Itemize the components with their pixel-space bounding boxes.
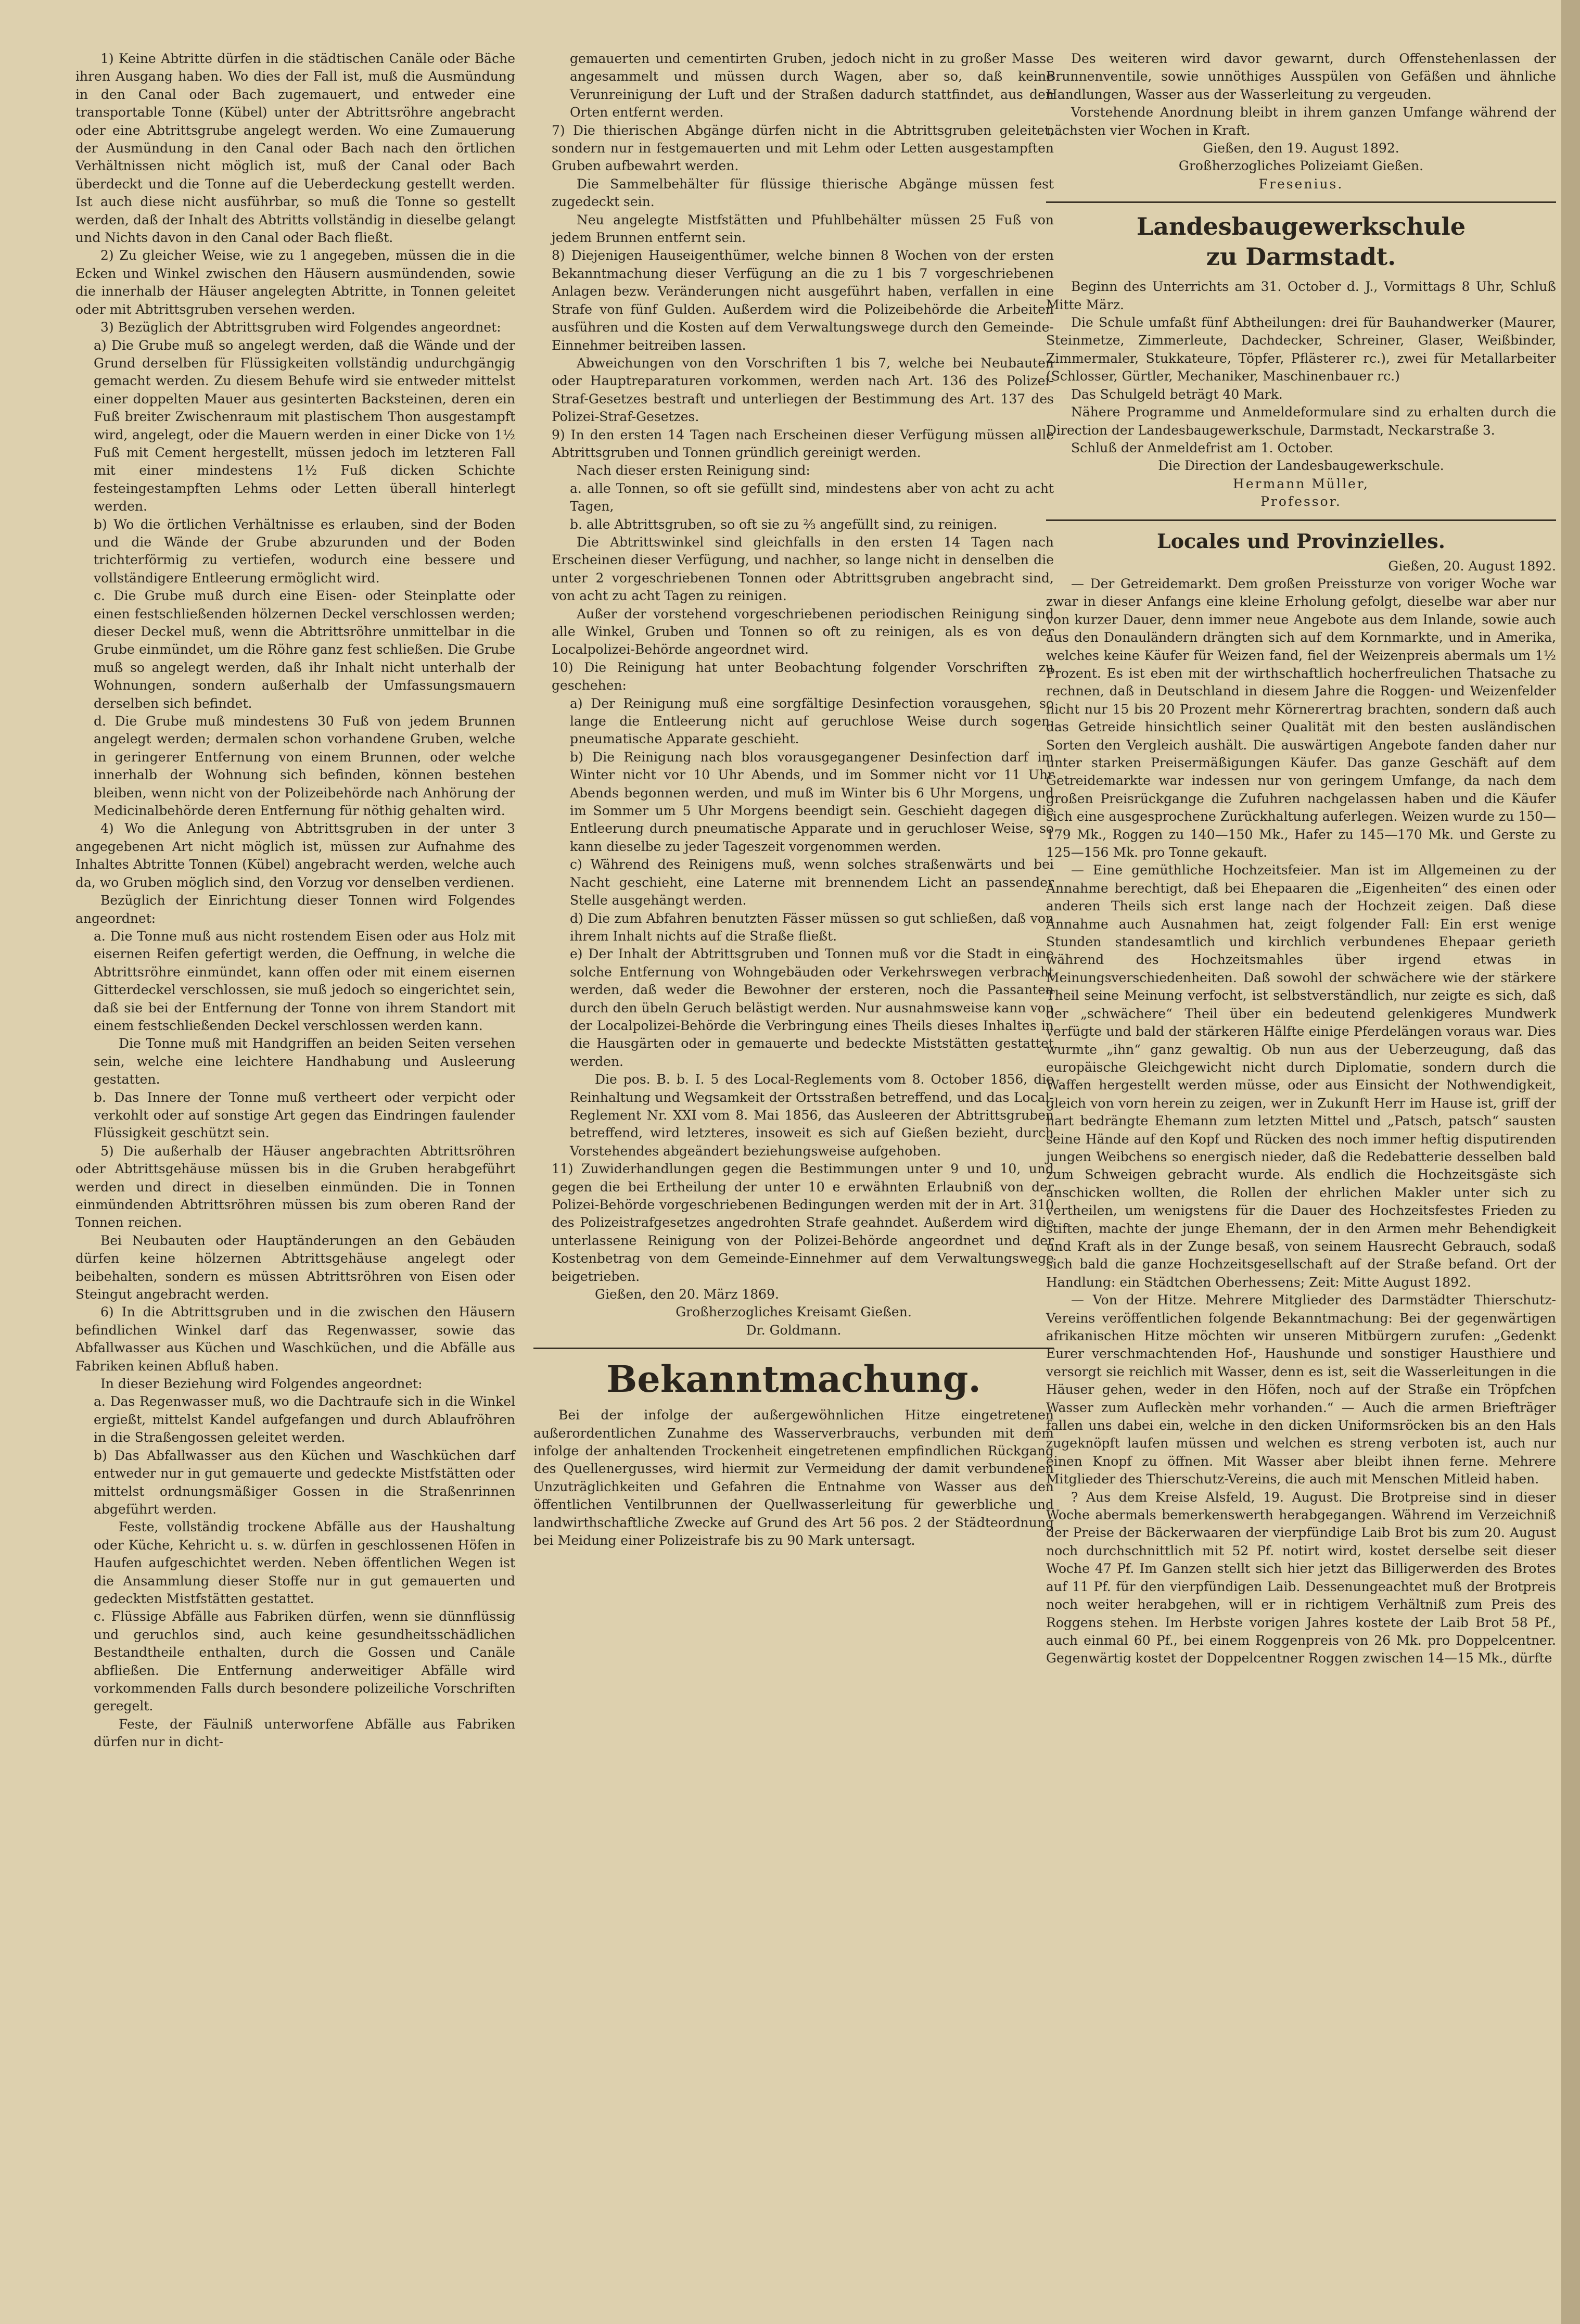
validity-text: Vorstehende Anordnung bleibt in ihrem ganzen Umfange während der nächsten vier Wochen in Kraft.: [1046, 105, 1556, 138]
ordinance-paragraph: Abweichungen von den Vorschriften 1 bis 7, welche bei Neubauten oder Hauptreparaturen vorkommen, werden nach Art. 136 des Polizei-Straf-Gesetzes bestraft und unterliegen der Bestimmung des Art. 137 des Polizei-Straf-Gesetzes.: [552, 355, 1054, 425]
school-ad-title-line1: Landesbaugewerkschule: [1136, 212, 1466, 241]
school-director-name: Hermann Müller,: [1233, 476, 1369, 491]
warning-text: Des weiteren wird davor gewarnt, durch Offenstehenlassen der Brunnenventile, sowie unnöthiges Ausspülen von Gefäßen und ähnliche Handlungen, Wasser aus der Wasserleitung zu vergeuden.: [1046, 51, 1556, 102]
school-ad-paragraph: Das Schulgeld beträgt 40 Mark.: [1071, 386, 1283, 402]
ordinance-paragraph: 9) In den ersten 14 Tagen nach Erscheinen dieser Verfügung müssen alle Abtrittsgruben und Tonnen gründlich gereinigt werden.: [552, 427, 1054, 460]
ordinance-paragraph: 10) Die Reinigung hat unter Beobachtung folgender Vorschriften zu geschehen:: [552, 659, 1054, 693]
ordinance-paragraph: Die Sammelbehälter für flüssige thierische Abgänge müssen fest zugedeckt sein.: [552, 176, 1054, 210]
ordinance-paragraph: gemauerten und cementirten Gruben, jedoch nicht in zu großer Masse angesammelt und müssen durch Wagen, aber so, daß keine Verunreinigung der Luft und der Straßen dadurch stattfindet, aus den Orten entfernt werden.: [570, 51, 1054, 120]
ordinance-paragraph: 2) Zu gleicher Weise, wie zu 1 angegeben, müssen die in die Ecken und Winkel zwischen den Häusern ausmündenden, sowie die innerhalb der Häuser angelegten Abtritte, in Tonnen geleitet oder mit Abtrittsgruben versehen werden.: [75, 248, 515, 317]
school-director-title: Professor.: [1260, 494, 1342, 510]
local-news-dateline: Gießen, 20. August 1892.: [1388, 558, 1556, 574]
school-ad-paragraph: Die Schule umfaßt fünf Abtheilungen: drei für Bauhandwerker (Maurer, Steinmetze, Zimmerleute, Dachdecker, Schreiner, Glaser, Weißbinder, Zimmermaler, Stukkateure, Töpfer, Pflästerer rc.), zwei für Metallarbeiter (Schlosser, Gürtler, Mechaniker, Maschinenbauer rc.): [1046, 315, 1556, 384]
ordinance-paragraph: a) Der Reinigung muß eine sorgfältige Desinfection vorausgehen, so lange die Entleerung nicht auf geruchlose Weise durch sogen. pneumatische Apparate geschieht.: [570, 695, 1054, 747]
school-ad-title: [1046, 211, 1556, 272]
ordinance-paragraph: 1) Keine Abtritte dürfen in die städtischen Canäle oder Bäche ihren Ausgang haben. Wo dies der Fall ist, muß die Ausmündung in den Canal oder Bach zugemauert, und entweder eine transportable Tonne (Kübel) unter der Abtrittsröhre angebracht oder eine Abtrittsgrube angelegt werden. Wo eine Zumauerung der Ausmündung in den Canal oder Bach nach den örtlichen Verhältnissen nicht möglich ist, muß der Canal oder Bach überdeckt und die Tonne auf die Ueberdeckung gestellt werden. Ist auch diese nicht ausführbar, so muß die Tonne so gestellt werden, daß der Inhalt des Abtritts vollständig in dieselbe gelangt und Nichts davon in den Canal oder Bach fließt.: [75, 51, 515, 246]
ordinance-paragraph: Feste, vollständig trockene Abfälle aus der Haushaltung oder Küche, Kehricht u. s. w. dürfen in geschlossenen Höfen in Haufen aufgeschichtet werden. Neben öffentlichen Wegen ist die Ansammlung dieser Stoffe nur in gut gemauerten und gedeckten Mistfstätten gestattet.: [94, 1519, 515, 1606]
page-fold-shadow: [1561, 0, 1580, 2324]
ordinance-paragraph: a. alle Tonnen, so oft sie gefüllt sind, mindestens aber von acht zu acht Tagen,: [570, 480, 1054, 514]
police-signatory: Fresenius.: [1258, 176, 1344, 192]
news-item: — Von der Hitze. Mehrere Mitglieder des Darmstädter Thierschutz-Vereins veröffentlichen folgende Bekanntmachung: Bei der gegenwärtigen afrikanischen Hitze möchten wir unseren Mitbürgern zurufen: „Gedenkt Eurer verschmachtenden Hof-, Haushunde und sonstiger Hausthiere und versorgt sie reichlich mit Wasser, denn es ist, seit die Wasserleitungen in die Häuser gehen, weder in den Höfen, noch auf der Straße ein Tröpfchen Wasser zum Aufleckèn mehr vorhanden.“ — Auch die armen Briefträger fallen uns dabei ein, welche in den dicken Uniformsröcken bis an den Hals zugeknöpft laufen müssen und welchen es streng verboten ist, auch nur einen Knopf zu öffnen. Mit Wasser aber bleibt ihnen ferne. Mehrere Mitglieder des Thierschutz-Vereins, die auch mit Menschen Mitleid haben.: [1046, 1292, 1556, 1487]
news-item: — Eine gemüthliche Hochzeitsfeier. Man ist im Allgemeinen zu der Annahme berechtigt, daß bei Ehepaaren die „Eigenheiten“ des einen oder anderen Theils sich erst lange nach der Hochzeit zeigen. Daß diese Annahme auch Ausnahmen hat, zeigt folgender Fall: Ein erst wenige Stunden standesamtlich und kirchlich verbundenes Ehepaar gerieth während des Hochzeitsmahles über irgend etwas in Meinungsverschiedenheiten. Daß sowohl der schwächere wie der stärkere Theil seine Meinung verfocht, ist selbstverständlich, nur zeigte es sich, daß der „schwächere“ Theil über ein bedeutend gelenkigeres Mundwerk verfügte und bald der stärkeren Hälfte einige Pferdelängen voraus war. Dies wurmte „ihn“ ganz gewaltig. Ob nun aus der Ueberzeugung, daß das europäische Gleichgewicht nicht durch Diplomatie, sondern durch die Waffen hergestellt werden müsse, oder aus Einsicht der Nothwendigkeit, gleich von vorn herein zu zeigen, wer in Zukunft Herr im Hause ist, griff der hart bedrängte Ehemann zum letzten Mittel und „Patsch, patsch“ sausten seine Hände auf den Kopf und Rücken des noch immer heftig disputirenden jungen Weibchens so energisch nieder, daß die Redebatterie desselben bald zum Schweigen gebracht wurde. Als endlich die Hochzeitsgäste sich anschicken wollten, die Rollen der ehrlichen Makler unter sich zu vertheilen, um wenigstens für die Dauer des Hochzeitsfestes Frieden zu stiften, machte der junge Ehemann, der in den Armen mehr Behendigkeit und Kraft als in der Zunge besaß, von seinem Hausrecht Gebrauch, sodaß sich bald die ganze Hochzeitsgesellschaft auf der Straße befand. Ort der Handlung: ein Städtchen Oberhessens; Zeit: Mitte August 1892.: [1046, 862, 1556, 1290]
ordinance-paragraph: Die Tonne muß mit Handgriffen an beiden Seiten versehen sein, welche eine leichtere Handhabung und Ausleerung gestatten.: [94, 1036, 515, 1087]
ordinance-paragraph: 7) Die thierischen Abgänge dürfen nicht in die Abtrittsgruben geleitet, sondern nur in festgemauerten und mit Lehm oder Letten ausgestampften Gruben aufbewahrt werden.: [552, 122, 1054, 174]
school-ad-paragraph: Beginn des Unterrichts am 31. October d. J., Vormittags 8 Uhr, Schluß Mitte März.: [1046, 279, 1556, 312]
ordinance-paragraph: d) Die zum Abfahren benutzten Fässer müssen so gut schließen, daß von ihrem Inhalt nichts auf die Straße fließt.: [570, 910, 1054, 944]
news-item: — Der Getreidemarkt. Dem großen Preissturze von voriger Woche war zwar in dieser Anfangs eine kleine Erholung gefolgt, dieselbe war aber nur von kurzer Dauer, denn immer neue Angebote aus dem Inlande, sowie auch aus den Donauländern drängten sich auf dem Kornmarkte, und in Amerika, welches keine Käufer für Weizen fand, fiel der Weizenpreis abermals um 1½ Prozent. Es ist eben mit der wirthschaftlich hocherfreulichen Thatsache zu rechnen, daß in Deutschland in diesem Jahre die Roggen- und Weizenfelder nicht nur 15 bis 20 Prozent mehr Körnerertrag brachten, sondern daß auch das Getreide hinsichtlich seiner Qualität mit den besten ausländischen Sorten den Vergleich aushält. Die auswärtigen Angebote fanden daher nur unter starken Preisermäßigungen Käufer. Das ganze Geschäft auf dem Getreidemarkte war indessen nur von geringem Umfange, da nach dem großen Preisrückgange die Zufuhren nachgelassen haben und die Käufer sich eine ausgesprochene Zurückhaltung auferlegen. Weizen wurde zu 150—179 Mk., Roggen zu 140—150 Mk., Hafer zu 145—170 Mk. und Gerste zu 125—156 Mk. pro Tonne gekauft.: [1046, 576, 1556, 860]
ordinance-paragraph: In dieser Beziehung wird Folgendes angeordnet:: [100, 1376, 423, 1392]
ordinance-paragraph: Feste, der Fäulniß unterworfene Abfälle aus Fabriken dürfen nur in dicht-: [94, 1716, 515, 1750]
ordinance-paragraph: a. Das Regenwasser muß, wo die Dachtraufe sich in die Winkel ergießt, mittelst Kandel aufgefangen und durch Ablaufröhren in die Straßengossen geleitet werden.: [94, 1394, 515, 1445]
ordinance-paragraph: Gießen, den 20. März 1869.: [595, 1287, 779, 1302]
school-ad-paragraph: Nähere Programme und Anmeldeformulare sind zu erhalten durch die Direction der Landesbaugewerkschule, Darmstadt, Neckarstraße 3.: [1046, 404, 1556, 438]
ordinance-paragraph: Neu angelegte Mistfstätten und Pfuhlbehälter müssen 25 Fuß von jedem Brunnen entfernt sein.: [552, 212, 1054, 246]
police-office: Großherzogliches Polizeiamt Gießen.: [1178, 158, 1424, 174]
ordinance-paragraph: Bezüglich der Einrichtung dieser Tonnen wird Folgendes angeordnet:: [75, 893, 515, 926]
authority-name: Großherzogliches Kreisamt Gießen.: [676, 1304, 912, 1320]
column-right: [1046, 50, 1556, 1668]
ordinance-paragraph: Die pos. B. b. I. 5 des Local-Reglements vom 8. October 1856, die Reinhaltung und Wegsamkeit der Ortsstraßen betreffend, und das Local-Reglement Nr. XXI vom 8. Mai 1856, das Ausleeren der Abtrittsgruben betreffend, wird letzteres, insoweit es sich auf Gießen bezieht, durch Vorstehendes abgeändert beziehungsweise aufgehoben.: [570, 1072, 1054, 1159]
ordinance-paragraph: b. Das Innere der Tonne muß vertheert oder verpicht oder verkohlt oder auf sonstige Art gegen das Eindringen faulender Flüssigkeit geschützt sein.: [94, 1089, 515, 1141]
ordinance-paragraph: 6) In die Abtrittsgruben und in die zwischen den Häusern befindlichen Winkel darf das Regenwasser, sowie das Abfallwasser aus Küchen und Waschküchen, und die Abfälle aus Fabriken keinen Abfluß haben.: [75, 1304, 515, 1374]
school-ad-body: [1046, 278, 1556, 457]
ordinance-paragraph: c. Die Grube muß durch eine Eisen- oder Steinplatte oder einen festschließenden hölzernen Deckel verschlossen werden; dieser Deckel muß, wenn die Abtrittsröhre unmittelbar in die Grube einmündet, um die Röhre ganz fest schließen. Die Grube muß so angelegt werden, daß ihr Inhalt nicht unterhalb der Wohnungen, sondern außerhalb der Umfassungsmauern derselben sich befindet.: [94, 588, 515, 711]
ordinance-paragraph: 11) Zuwiderhandlungen gegen die Bestimmungen unter 9 und 10, und gegen die bei Ertheilung der unter 10 e erwähnten Erlaubniß von der Polizei-Behörde vorgeschriebenen Bedingungen werden mit der in Art. 310 des Polizeistrafgesetzes angedrohten Strafe geahndet. Außerdem wird die unterlassene Reinigung von der Polizei-Behörde angeordnet und der Kostenbetrag von dem Gemeinde-Einnehmer auf dem Verwaltungswege beigetrieben.: [552, 1161, 1054, 1284]
school-ad-title-line2: zu Darmstadt.: [1206, 243, 1396, 271]
divider: [1046, 201, 1556, 203]
signatory-name: Dr. Goldmann.: [746, 1322, 842, 1338]
ordinance-paragraph: Nach dieser ersten Reinigung sind:: [577, 463, 810, 478]
ordinance-paragraph: Bei Neubauten oder Hauptänderungen an den Gebäuden dürfen keine hölzernen Abtrittsgehäuse angelegt oder beibehalten, sondern es müssen Abtrittsröhren von Eisen oder Steingut angebracht werden.: [75, 1233, 515, 1302]
ordinance-paragraph: 5) Die außerhalb der Häuser angebrachten Abtrittsröhren oder Abtrittsgehäuse müssen bis in die Gruben herabgeführt werden und direct in dieselben einmünden. Die in Tonnen einmündenden Abtrittsröhren müssen bis zum oberen Rand der Tonnen reichen.: [75, 1143, 515, 1230]
ordinance-paragraph: 3) Bezüglich der Abtrittsgruben wird Folgendes angeordnet:: [100, 320, 501, 335]
announcement-date: Gießen, den 19. August 1892.: [1203, 141, 1399, 156]
ordinance-paragraph: c. Flüssige Abfälle aus Fabriken dürfen, wenn sie dünnflüssig und geruchlos sind, auch keine gesundheitsschädlichen Bestandtheile enthalten, durch die Gossen und Canäle abfließen. Die Entfernung anderweitiger Abfälle wird vorkommenden Falls durch besondere polizeiliche Vorschriften geregelt.: [94, 1609, 515, 1714]
ordinance-paragraph: Die Abtrittswinkel sind gleichfalls in den ersten 14 Tagen nach Erscheinen dieser Verfügung, und nachher, so lange nicht in denselben die unter 2 vorgeschriebenen Tonnen oder Abtrittsgruben angebracht sind, von acht zu acht Tagen zu reinigen.: [552, 534, 1054, 604]
ordinance-paragraph: b) Wo die örtlichen Verhältnisse es erlauben, sind der Boden und die Wände der Grube abzurunden und der Boden trichterförmig zu vertiefen, wodurch eine bessere und vollständigere Entleerung ermöglicht wird.: [94, 516, 515, 586]
school-ad-paragraph: Schluß der Anmeldefrist am 1. October.: [1071, 440, 1334, 455]
ordinance-paragraph: b) Die Reinigung nach blos vorausgegangener Desinfection darf im Winter nicht vor 10 Uhr Abends, und im Sommer nicht vor 11 Uhr Abends begonnen werden, und muß im Winter bis 6 Uhr Morgens, und im Sommer um 5 Uhr Morgens beendigt sein. Geschieht dagegen die Entleerung durch pneumatische Apparate und in geruchloser Weise, so kann dieselbe zu jeder Tageszeit vorgenommen werden.: [570, 749, 1054, 854]
ordinance-paragraph: b. alle Abtrittsgruben, so oft sie zu ⅔ angefüllt sind, zu reinigen.: [570, 516, 998, 532]
divider: [533, 1348, 1054, 1349]
announcement-title: Bekanntmachung.: [606, 1357, 981, 1401]
ordinance-paragraph: e) Der Inhalt der Abtrittsgruben und Tonnen muß vor die Stadt in eine solche Entfernung von Wohngebäuden oder Verkehrswegen verbracht werden, daß weder die Bewohner der ersteren, noch die Passanten durch den übeln Geruch belästigt werden. Nur ausnahmsweise kann von der Localpolizei-Behörde die Verbringung eines Theils dieses Inhaltes in die Hausgärten oder in gemauerte und bedeckte Miststätten gestattet werden.: [570, 946, 1054, 1069]
announcement-body: Bei der infolge der außergewöhnlichen Hitze eingetretenen außerordentlichen Zunahme des Wasserverbrauchs, verbunden mit dem infolge der anhaltenden Trockenheit eingetretenen empfindlichen Rückgang des Quellenergusses, wird hiermit zur Vermeidung der damit verbundenen Unzuträglichkeiten und Gefahren die Entnahme von Wasser aus den öffentlichen Ventilbrunnen der Quellwasserleitung für gewerbliche und landwirthschaftliche Zwecke auf Grund des Art 56 pos. 2 der Städteordnung bei Meidung einer Polizeistrafe bis zu 90 Mark untersagt.: [533, 1407, 1054, 1548]
ordinance-paragraph: 4) Wo die Anlegung von Abtrittsgruben in der unter 3 angegebenen Art nicht möglich ist, müssen zur Aufnahme des Inhaltes Abtritte Tonnen (Kübel) angebracht werden, welche auch da, wo Gruben möglich sind, den Vorzug vor denselben verdienen.: [75, 821, 515, 890]
ordinance-paragraph: a) Die Grube muß so angelegt werden, daß die Wände und der Grund derselben für Flüssigkeiten vollständig undurchgängig gemacht werden. Zu diesem Behufe wird sie entweder mittelst einer doppelten Mauer aus gesinterten Backsteinen, deren ein Fuß breiter Zwischenraum mit plastischem Thon ausgestampft wird, angelegt, oder die Mauern werden in einer Dicke von 1½ Fuß mit Cement hergestellt, müssen jedoch im letzteren Fall mit einer mindestens 1½ Fuß dicken Schichte festeingestampften Lehms oder Letten überall hinterlegt werden.: [94, 337, 515, 514]
column-ordinance-1: [75, 50, 515, 1751]
school-direction: Die Direction der Landesbaugewerkschule.: [1158, 458, 1444, 474]
local-news-title: Locales und Provinzielles.: [1156, 529, 1446, 553]
news-item: ? Aus dem Kreise Alsfeld, 19. August. Die Brotpreise sind in dieser Woche abermals bemerkenswerth herabgegangen. Während im Verzeichniß der Preise der Bäckerwaaren der vierpfündige Laib Brot bis zum 20. August noch durchschnittlich mit 52 Pf. notirt wird, kostet derselbe seit dieser Woche 47 Pf. Im Ganzen stellt sich hier jetzt das Billigerwerden des Brotes auf 11 Pf. für den vierpfündigen Laib. Dessenungeachtet muß der Brotpreis noch weiter herabgehen, will er in richtigem Verhältniß zum Preis des Roggens stehen. Im Herbste vorigen Jahres kostete der Laib Brot 58 Pf., auch einmal 60 Pf., bei einem Roggenpreis von 26 Mk. pro Doppelcentner. Gegenwärtig kostet der Doppelcentner Roggen zwischen 14—15 Mk., dürfte: [1046, 1489, 1556, 1666]
ordinance-paragraph: b) Das Abfallwasser aus den Küchen und Waschküchen darf entweder nur in gut gemauerte und gedeckte Mistfstätten oder mittelst ordnungsmäßiger Gossen in die Straßenrinnen abgeführt werden.: [94, 1447, 515, 1517]
ordinance-paragraph: c) Während des Reinigens muß, wenn solches straßenwärts und bei Nacht geschieht, eine Laterne mit brennendem Licht an passender Stelle ausgehängt werden.: [570, 857, 1054, 908]
ordinance-paragraph: a. Die Tonne muß aus nicht rostendem Eisen oder aus Holz mit eisernen Reifen gefertigt werden, die Oeffnung, in welche die Abtrittsröhre einmündet, kann offen oder mit einem eisernen Gitterdeckel verschlossen, sie muß jedoch so eingerichtet sein, daß sie bei der Entfernung der Tonne von ihrem Standort mit einem festschließenden Deckel verschlossen werden kann.: [94, 928, 515, 1033]
ordinance-paragraph: 8) Diejenigen Hauseigenthümer, welche binnen 8 Wochen von der ersten Bekanntmachung dieser Verfügung an die zu 1 bis 7 vorgeschriebenen Anlagen bezw. Veränderungen nicht ausgeführt haben, verfallen in eine Strafe von fünf Gulden. Außerdem wird die Polizeibehörde die Arbeiten ausführen und die Kosten auf dem Verwaltungswege durch den Gemeinde-Einnehmer beitreiben lassen.: [552, 248, 1054, 353]
ordinance-paragraph: Außer der vorstehend vorgeschriebenen periodischen Reinigung sind alle Winkel, Gruben und Tonnen so oft zu reinigen, als es von der Localpolizei-Behörde angeordnet wird.: [552, 606, 1054, 657]
ordinance-continuation: [533, 50, 1054, 1303]
ordinance-paragraph: d. Die Grube muß mindestens 30 Fuß von jedem Brunnen angelegt werden; dermalen schon vorhandene Gruben, welche in geringerer Entfernung von einem Brunnen, oder welche innerhalb der Wohnung sich befinden, können bestehen bleiben, wenn nicht von der Polizeibehörde nach Anhörung der Medicinalbehörde deren Entfernung für nöthig gehalten wird.: [94, 714, 515, 819]
local-news-body: [1046, 575, 1556, 1668]
divider: [1046, 519, 1556, 521]
column-ordinance-2: [533, 50, 1054, 1550]
